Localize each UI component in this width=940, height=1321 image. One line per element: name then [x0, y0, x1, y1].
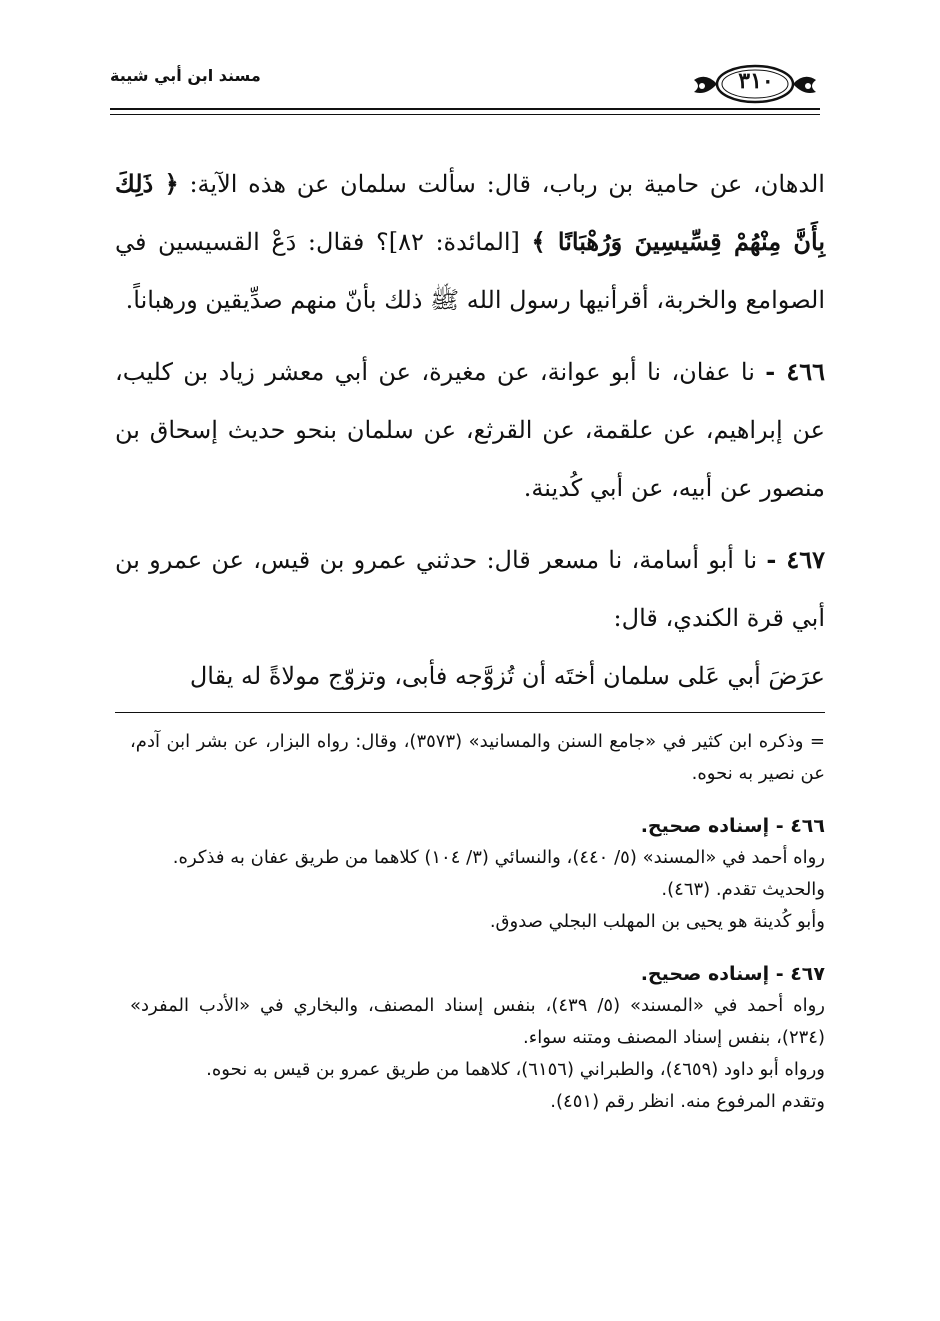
page-number: ٣١٠	[738, 68, 774, 94]
hadith-467-matn: عرَضَ أبي عَلى سلمان أختَه أن تُزوَّجه فأبى، وتزوّج مولاةً له يقال	[189, 662, 825, 690]
page-header	[110, 62, 820, 120]
hadith-467	[115, 531, 825, 647]
running-title: مسند ابن أبي شيبة	[110, 66, 261, 85]
footnote-separator	[115, 712, 825, 713]
text-line: [المائدة: ٨٢]؟ فقال: دَعْ القسيسين في الصوامع والخربة، أقرأنيها رسول الله ﷺ ذلك بأنّ منهم صدِّيقين ورهباناً.	[115, 228, 825, 314]
footnote-line: وأبو كُدينة هو يحيى بن المهلب البجلي صدوق.	[489, 911, 825, 932]
footnote-continuation: = وذكره ابن كثير في «جامع السنن والمسانيد» (٣٥٧٣)، وقال: رواه البزار، عن بشر ابن آدم، عن نصير به نحوه.	[130, 731, 825, 784]
footnote-line: وتقدم المرفوع منه. انظر رقم (٤٥١).	[550, 1091, 825, 1112]
hadith-number: ٤٦٧ -	[766, 545, 825, 574]
hadith-466	[115, 343, 825, 517]
text-line: الدهان، عن حامية بن رباب، قال: سألت سلمان عن هذه الآية:	[189, 170, 825, 198]
paragraph-continued	[115, 155, 825, 329]
quran-quote: ﴿ ذَلِكَ بِأَنَّ مِنْهُمْ قِسِّيسِينَ وَرُهْبَانًا ﴾	[115, 169, 825, 256]
hadith-text: نا عفان، نا أبو عوانة، عن مغيرة، عن أبي معشر زياد بن كليب، عن إبراهيم، عن علقمة، عن القرثع، عن سلمان بنحو حديث إسحاق بن منصور عن أبيه، عن أبي كُدينة.	[115, 358, 825, 502]
main-text	[115, 155, 825, 705]
footnote-467-heading: ٤٦٧ - إسناده صحيح.	[640, 963, 825, 985]
footnote-line: رواه أحمد في «المسند» (٥/ ٤٤٠)، والنسائي (٣/ ١٠٤) كلاهما من طريق عفان به فذكره.	[172, 847, 825, 868]
hadith-text: نا أبو أسامة، نا مسعر قال: حدثني عمرو بن قيس، عن عمرو بن أبي قرة الكندي، قال:	[115, 546, 825, 632]
footnote-466-heading: ٤٦٦ - إسناده صحيح.	[640, 815, 825, 837]
footnote-line: رواه أحمد في «المسند» (٥/ ٤٣٩)، بنفس إسناد المصنف، والبخاري في «الأدب المفرد» (٢٣٤)، بنفس إسناد المصنف ومتنه سواء.	[130, 995, 825, 1048]
header-rule	[110, 108, 820, 110]
hadith-number: ٤٦٦ -	[765, 357, 825, 386]
header-rule-thin	[110, 114, 820, 115]
footnotes	[130, 726, 825, 1118]
footnote-line: ورواه أبو داود (٤٦٥٩)، والطبراني (٦١٥٦)، كلاهما من طريق عمرو بن قيس به نحوه.	[206, 1059, 825, 1080]
footnote-line: والحديث تقدم. (٤٦٣).	[661, 879, 825, 900]
